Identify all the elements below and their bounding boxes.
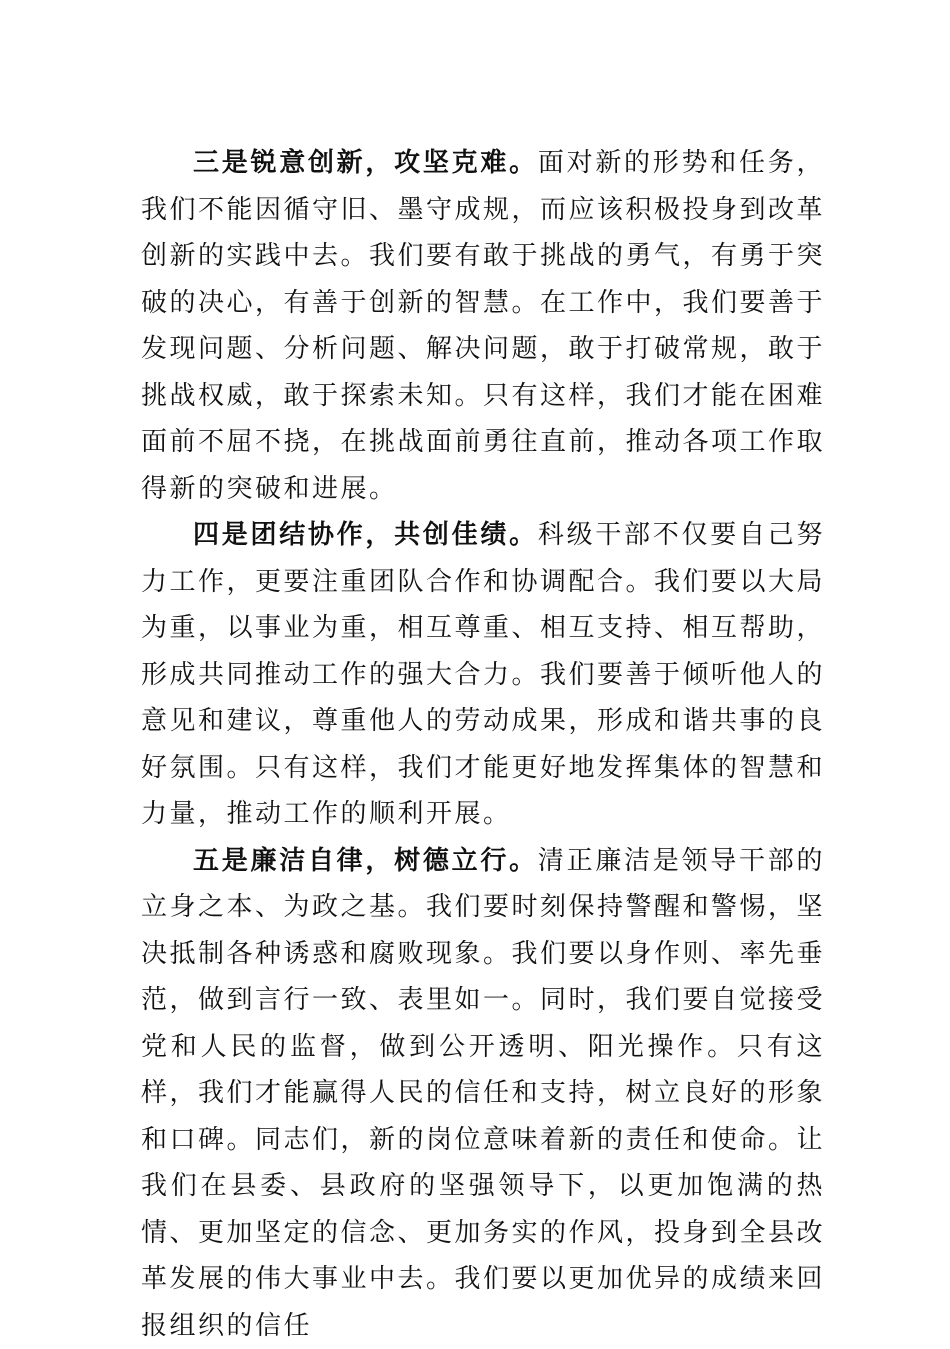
- paragraph-teamwork: [141, 512, 825, 838]
- paragraph-innovation: [141, 140, 825, 512]
- paragraph-integrity: [141, 838, 825, 1349]
- paragraph-heading: 五是廉洁自律，树德立行。: [193, 846, 538, 876]
- paragraph-text: 清正廉洁是领导干部的立身之本、为政之基。我们要时刻保持警醒和警惕，坚决抵制各种诱惑和腐败现象。我们要以身作则、率先垂范，做到言行一致、表里如一。同时，我们要自觉接受党和人民的监督，做到公开透明、阳光操作。只有这样，我们才能赢得人民的信任和支持，树立良好的形象和口碑。同志们，新的岗位意味着新的责任和使命。让我们在县委、县政府的坚强领导下，以更加饱满的热情、更加坚定的信念、更加务实的作风，投身到全县改革发展的伟大事业中去。我们要以更加优异的成绩来回报组织的信任: [141, 846, 825, 1341]
- paragraph-text: 科级干部不仅要自己努力工作，更要注重团队合作和协调配合。我们要以大局为重，以事业为重，相互尊重、相互支持、相互帮助，形成共同推动工作的强大合力。我们要善于倾听他人的意见和建议，尊重他人的劳动成果，形成和谐共事的良好氛围。只有这样，我们才能更好地发挥集体的智慧和力量，推动工作的顺利开展。: [141, 520, 825, 829]
- paragraph-text: 面对新的形势和任务，我们不能因循守旧、墨守成规，而应该积极投身到改革创新的实践中去。我们要有敢于挑战的勇气，有勇于突破的决心，有善于创新的智慧。在工作中，我们要善于发现问题、分析问题、解决问题，敢于打破常规，敢于挑战权威，敢于探索未知。只有这样，我们才能在困难面前不屈不挠，在挑战面前勇往直前，推动各项工作取得新的突破和进展。: [141, 148, 825, 504]
- paragraph-heading: 四是团结协作，共创佳绩。: [193, 520, 538, 550]
- document-body: [141, 140, 825, 1349]
- paragraph-heading: 三是锐意创新，攻坚克难。: [193, 148, 538, 178]
